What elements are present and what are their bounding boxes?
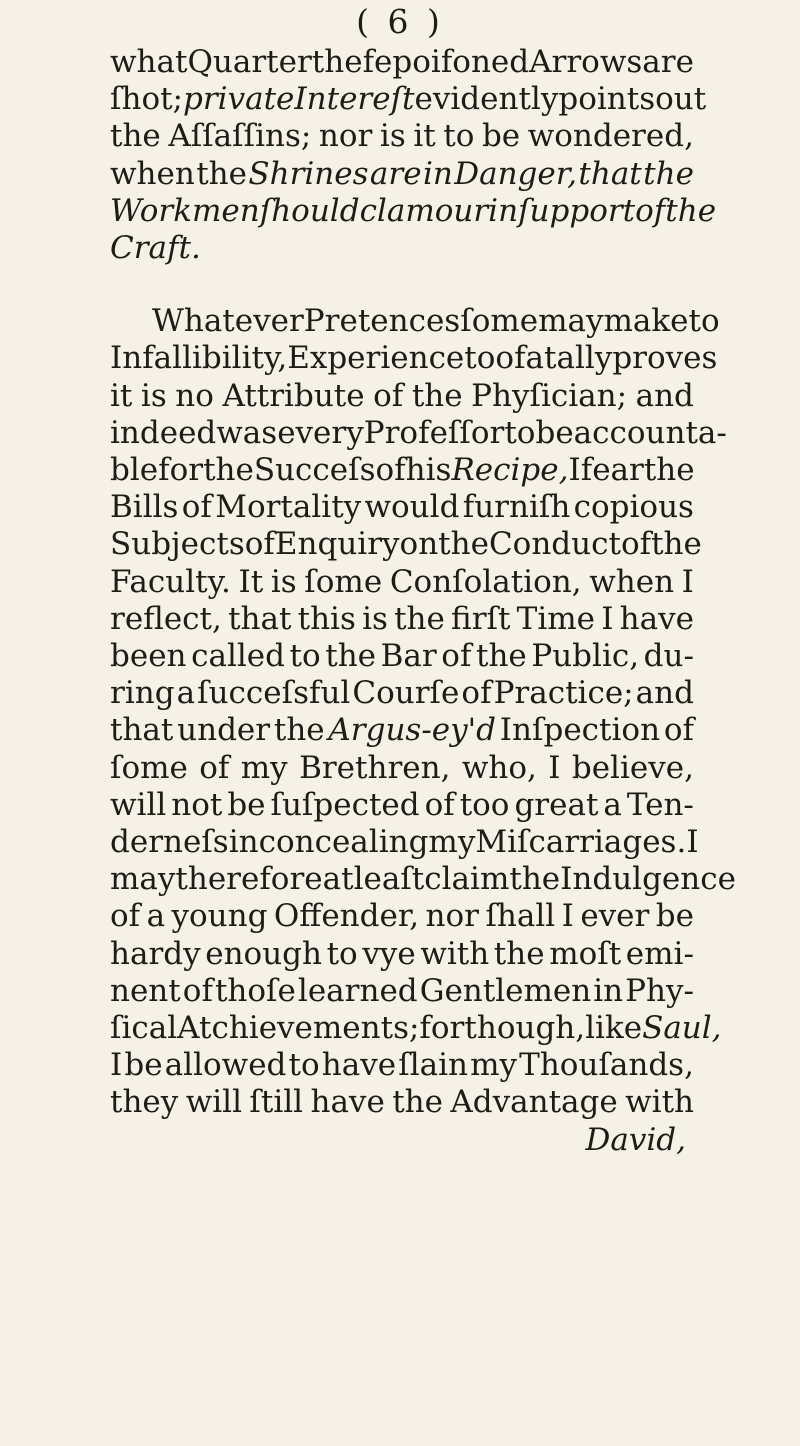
word: my (428, 824, 476, 861)
word: who, (461, 749, 537, 786)
word: proves (612, 340, 718, 377)
word: Gentlemen (419, 972, 592, 1009)
word: of (373, 377, 404, 414)
word: of (199, 749, 230, 786)
word: Time (516, 600, 596, 637)
word: that (578, 155, 642, 192)
word: believe, (571, 749, 694, 786)
word: Thouſands, (519, 1047, 694, 1084)
word: in (228, 824, 259, 861)
text-line (110, 1047, 694, 1084)
word: Brethren, (299, 749, 451, 786)
word: leaſt (353, 861, 425, 898)
word: Ten- (626, 786, 694, 823)
word: Workmen (110, 192, 260, 229)
word: is (270, 563, 297, 600)
word: this (297, 600, 356, 637)
word: have (310, 1084, 385, 1121)
word: ſome (460, 303, 539, 340)
word: Recipe, (451, 452, 569, 489)
text-line (110, 1010, 722, 1047)
text-line (110, 712, 694, 749)
word: may (110, 861, 176, 898)
word: for (419, 1010, 465, 1047)
word: therefore (175, 861, 323, 898)
word: the (394, 600, 445, 637)
word: the (651, 526, 702, 563)
text-line (110, 1084, 694, 1121)
word: too (459, 786, 510, 823)
word: Bar (380, 638, 437, 675)
word: wondered, (527, 118, 694, 155)
word: Attribute (222, 377, 365, 414)
word: fatally (514, 340, 613, 377)
word: nor (425, 898, 479, 935)
word: too (464, 340, 515, 377)
word: It (238, 563, 264, 600)
word: may (538, 303, 604, 340)
word: Saul, (642, 1010, 722, 1047)
text-line (110, 973, 694, 1010)
word: Aſſaſſins; (168, 118, 312, 155)
word: Bills (110, 489, 179, 526)
word: of (424, 786, 455, 823)
word: Faculty. (110, 563, 231, 600)
text-line (110, 861, 736, 898)
word: ble (110, 452, 159, 489)
word: ſuſpected (270, 786, 420, 823)
word: nent (110, 972, 181, 1009)
word: Intereſt (294, 81, 415, 118)
word: to (289, 638, 321, 675)
word: Infallibility, (110, 340, 288, 377)
word: are (642, 44, 694, 80)
word: the (392, 1084, 443, 1121)
word: ſome (304, 563, 383, 600)
text-line (110, 44, 694, 81)
word: ſupport (518, 192, 636, 229)
word: furniſh (462, 489, 571, 526)
word: Phy- (625, 972, 694, 1009)
word: reflect, (110, 600, 222, 637)
text-line (110, 452, 694, 489)
word: every (277, 414, 364, 451)
text-line (110, 156, 694, 193)
word: derneſs (110, 824, 229, 861)
word: young (171, 898, 268, 935)
word: ever (580, 898, 650, 935)
word: it (110, 377, 133, 414)
word: the (643, 452, 695, 489)
word: of (110, 898, 141, 935)
word: of (181, 489, 212, 526)
word: Courſe (352, 675, 460, 712)
text-line (110, 824, 699, 861)
word: when (110, 155, 195, 192)
word: the (493, 935, 545, 972)
word: would (364, 489, 460, 526)
word: out (655, 81, 707, 118)
word: of (182, 972, 213, 1009)
word: I (601, 600, 614, 637)
text-line (110, 936, 694, 973)
word: be (481, 118, 521, 155)
paragraph (110, 303, 736, 1121)
word: I (686, 824, 699, 861)
word: a (176, 675, 196, 712)
word: to (504, 414, 536, 451)
word: be (124, 1047, 163, 1084)
text-line (110, 526, 702, 563)
text-line (110, 898, 694, 935)
word: what (110, 44, 188, 80)
word: great (514, 786, 599, 823)
word: Phyſician; (471, 377, 628, 414)
text-line (110, 750, 694, 787)
paragraph (110, 44, 717, 267)
word: enough (205, 935, 322, 972)
word: ſlain (398, 1047, 468, 1084)
word: ſome (110, 749, 188, 786)
text-line (110, 601, 694, 638)
word: not (171, 786, 223, 823)
word: in (593, 972, 624, 1009)
word: be (655, 898, 694, 935)
word: ſucceſsful (197, 675, 351, 712)
text-line (110, 81, 707, 118)
word: Subjects (110, 526, 245, 563)
word: I (568, 452, 581, 489)
word: is (140, 377, 167, 414)
word: at (322, 861, 354, 898)
word: hardy (110, 935, 201, 972)
text-line (110, 638, 694, 675)
word: the (509, 861, 561, 898)
word: been (110, 638, 187, 675)
word: Succeſs (253, 452, 376, 489)
word: I (561, 898, 574, 935)
word: of (244, 526, 275, 563)
word: ſhot; (110, 81, 184, 118)
word: of (620, 526, 652, 563)
word: under (177, 712, 271, 749)
word: the (203, 452, 254, 489)
word: and (635, 675, 694, 712)
word: for (158, 452, 204, 489)
word: his (405, 452, 452, 489)
word: fear (580, 452, 644, 489)
text-line (110, 118, 694, 155)
word: the (665, 192, 717, 229)
word: it (413, 118, 436, 155)
text-line (110, 414, 727, 452)
word: claim (424, 861, 510, 898)
word: Conſolation, (389, 563, 582, 600)
word: is (362, 600, 388, 637)
word: the (325, 638, 377, 675)
word: with (625, 1084, 694, 1121)
word: learned (297, 972, 418, 1009)
word: with (420, 935, 490, 972)
word: to (326, 935, 358, 972)
word: and (635, 377, 694, 414)
word: of (375, 452, 406, 489)
word: the (643, 155, 694, 192)
word: of (461, 675, 492, 712)
word: copious (573, 489, 694, 526)
word: Craft. (110, 230, 201, 267)
word: poifoned (392, 44, 530, 80)
catchword-line (110, 1122, 694, 1159)
word: Danger, (454, 155, 578, 192)
word: private (183, 81, 295, 118)
word: concealing (258, 824, 429, 861)
word: Indulgence (560, 861, 736, 898)
word: the (476, 638, 527, 675)
word: was (216, 414, 278, 451)
word: du- (643, 638, 694, 675)
word: Advantage (450, 1084, 618, 1121)
word: vye (362, 935, 416, 972)
word: though, (464, 1010, 586, 1047)
word: Public, (531, 638, 640, 675)
word: ring (110, 675, 175, 712)
word: called (191, 638, 285, 675)
word: points (558, 81, 656, 118)
word: Atchievements; (177, 1010, 420, 1047)
text-line (110, 787, 694, 824)
word: that (228, 600, 292, 637)
word: Inſpection (499, 712, 661, 749)
word: of (441, 638, 472, 675)
word: be (227, 786, 266, 823)
text-line (110, 675, 694, 712)
page-number: ( 6 ) (356, 2, 444, 41)
word: is (379, 118, 406, 155)
word: my (240, 749, 288, 786)
word: I (548, 749, 561, 786)
word: the (196, 155, 247, 192)
word: I (110, 1047, 123, 1084)
word: have (619, 600, 694, 637)
text-line (110, 192, 717, 230)
word: Whatever (152, 303, 304, 340)
word: Shrines (248, 155, 369, 192)
word: ſtill (249, 1084, 304, 1121)
word: accounta- (573, 414, 727, 451)
word: the (438, 526, 489, 563)
text-line (110, 378, 694, 415)
word: clamour (359, 192, 489, 229)
word: thefe (311, 44, 393, 80)
word: a (146, 898, 166, 935)
word: moſt (549, 935, 622, 972)
word: have (321, 1047, 397, 1084)
word: make (603, 303, 689, 340)
word: in (422, 155, 453, 192)
word: of (663, 712, 694, 749)
word: Argus-ey'd (328, 712, 497, 749)
word: are (369, 155, 422, 192)
word: the (273, 712, 325, 749)
text-line (110, 303, 720, 340)
word: Experience (287, 340, 465, 377)
text-line (110, 340, 718, 377)
word: Mortality (215, 489, 362, 526)
word: they (110, 1084, 179, 1121)
word: the (411, 377, 463, 414)
word: be (535, 414, 574, 451)
body-text (110, 44, 736, 1159)
word: when (589, 563, 675, 600)
word: the (110, 118, 161, 155)
word: ſhould (259, 192, 360, 229)
word: of (635, 192, 666, 229)
word: evidently (414, 81, 559, 118)
word: on (399, 526, 439, 563)
word: Enquiry (274, 526, 400, 563)
word: to (443, 118, 475, 155)
word: firſt (451, 600, 511, 637)
word: allowed (164, 1047, 287, 1084)
text-line (110, 564, 694, 601)
word: Profeſſor (363, 414, 505, 451)
word: like (585, 1010, 643, 1047)
word: Offender, (273, 898, 420, 935)
word: emi- (625, 935, 694, 972)
word: that (110, 712, 174, 749)
word: Quarter (187, 44, 312, 80)
word: Arrows (529, 44, 643, 80)
catchword: David, (585, 1121, 686, 1158)
word: indeed (110, 414, 217, 451)
word: will (185, 1084, 242, 1121)
text-line (110, 489, 694, 526)
word: Pretences (303, 303, 461, 340)
word: thoſe (214, 972, 296, 1009)
paragraph-gap (110, 267, 694, 303)
word: ſical (110, 1010, 178, 1047)
word: Conduct (488, 526, 621, 563)
word: nor (318, 118, 373, 155)
word: in (488, 192, 519, 229)
word: Practice; (493, 675, 634, 712)
word: Miſcarriages. (475, 824, 687, 861)
word: a (603, 786, 622, 823)
word: to (288, 1047, 320, 1084)
word: ſhall (485, 898, 556, 935)
text-line (110, 230, 694, 267)
word: will (110, 786, 167, 823)
word: my (470, 1047, 518, 1084)
word: to (688, 303, 720, 340)
word: I (681, 563, 694, 600)
word: no (175, 377, 214, 414)
